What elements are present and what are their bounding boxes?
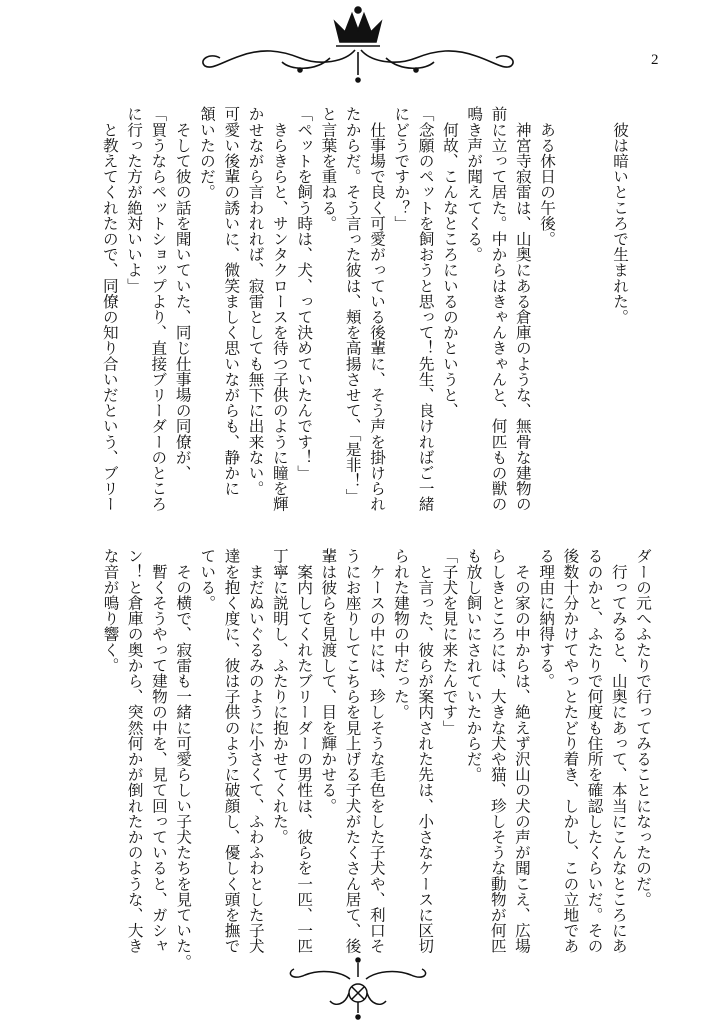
text-line: ン！と倉庫の奥から、突然何かが倒れたかのような、大き xyxy=(125,548,144,954)
bottom-ornament xyxy=(0,955,721,1024)
text-line: 「念願のペットを飼おうと思って！先生、良ければご一緒 xyxy=(416,106,435,512)
text-line: な音が鳴り響く。 xyxy=(101,548,120,673)
text-line: られた建物の中だった。 xyxy=(391,548,410,720)
text-line: たからだ。そう言った彼は、頬を高揚させて、「是非！」 xyxy=(343,106,362,504)
text-line: 達を抱く度に、彼は子供のように破顔し、優しく頭を撫で xyxy=(222,548,241,954)
text-line: ケースの中には、珍しそうな毛色をした子犬や、利口そ xyxy=(367,548,386,954)
top-crown-ornament xyxy=(0,0,721,100)
text-block-top xyxy=(97,106,632,526)
text-line: かせながら言われれば、寂雷としても無下に出来ない。 xyxy=(246,106,265,496)
text-line: 神宮寺寂雷は、山奥にある倉庫のような、無骨な建物の xyxy=(513,106,532,512)
text-line: 丁寧に説明し、ふたりに抱かせてくれた。 xyxy=(270,548,289,845)
text-line: うにお座りしてこちらを見上げる子犬がたくさん居て、後 xyxy=(343,548,362,954)
text-line: と言った、彼らが案内された先は、小さなケースに区切 xyxy=(416,548,435,954)
text-block-bottom xyxy=(98,548,655,968)
text-line: ている。 xyxy=(198,548,217,611)
text-line xyxy=(583,106,607,526)
text-line: 彼は暗いところで生まれた。 xyxy=(611,106,629,325)
text-line: 行ってみると、山奥にあって、本当にこんなところにあ xyxy=(609,548,628,954)
text-line: も放し飼いにされていたからだ。 xyxy=(464,548,483,782)
text-line: 「子犬を見に来たんです」 xyxy=(440,548,459,736)
text-line: にどうですか？」 xyxy=(392,106,411,231)
text-line: その横で、寂雷も一緒に可愛らしい子犬たちを見ていた。 xyxy=(174,548,193,970)
text-line xyxy=(559,106,583,526)
text-line: そして彼の話を聞いていた、同じ仕事場の同僚が、 xyxy=(173,106,192,481)
text-line: と言葉を重ねる。 xyxy=(319,106,338,231)
text-line: 前に立って居た。中からはきゃんきゃんと、何匹もの獣の xyxy=(489,106,508,512)
text-line: まだぬいぐるみのように小さくて、ふわふわとした子犬 xyxy=(246,548,265,954)
text-line: 「ペットを飼う時は、犬、って決めていたんです！」 xyxy=(295,106,314,481)
text-line: 頷いたのだ。 xyxy=(197,106,216,200)
text-line: ある休日の午後。 xyxy=(538,106,557,247)
text-line: その家の中からは、絶えず沢山の犬の声が聞こえ、広場 xyxy=(512,548,531,954)
text-line: 鳴き声が聞えてくる。 xyxy=(465,106,484,262)
text-line: 何故、こんなところにいるのかというと、 xyxy=(440,106,459,418)
text-line: 仕事場で良く可愛がっている後輩に、そう声を掛けられ xyxy=(368,106,387,512)
text-line: 可愛い後輩の誘いに、微笑ましく思いながらも、静かに xyxy=(222,106,241,496)
text-line: 暫くそうやって建物の中を、見て回っていると、ガシャ xyxy=(149,548,168,954)
text-line: る理由に納得する。 xyxy=(537,548,556,689)
text-line: に行った方が絶対いいよ」 xyxy=(125,106,144,294)
text-line: るのかと、ふたりで何度も住所を確認したくらいだ。その xyxy=(585,548,604,954)
text-line: と教えてくれたので、同僚の知り合いだという、ブリー xyxy=(100,106,119,512)
text-line: きらきらと、サンタクロースを待つ子供のように瞳を輝 xyxy=(270,106,289,512)
text-line: ダーの元へふたりで行ってみることになったのだ。 xyxy=(634,548,652,907)
text-line: 案内してくれたブリーダーの男性は、彼らを一匹、一匹 xyxy=(295,548,314,954)
text-line: 後数十分かけてやっとたどり着き、しかし、この立地であ xyxy=(561,548,580,954)
page-number: 2 xyxy=(651,52,659,68)
text-line: 輩は彼らを見渡して、目を輝かせる。 xyxy=(319,548,338,814)
text-line: らしきところには、大きな犬や猫、珍しそうな動物が何匹 xyxy=(488,548,507,954)
text-line: 「買うならペットショップより、直接ブリーダーのところ xyxy=(149,106,168,512)
